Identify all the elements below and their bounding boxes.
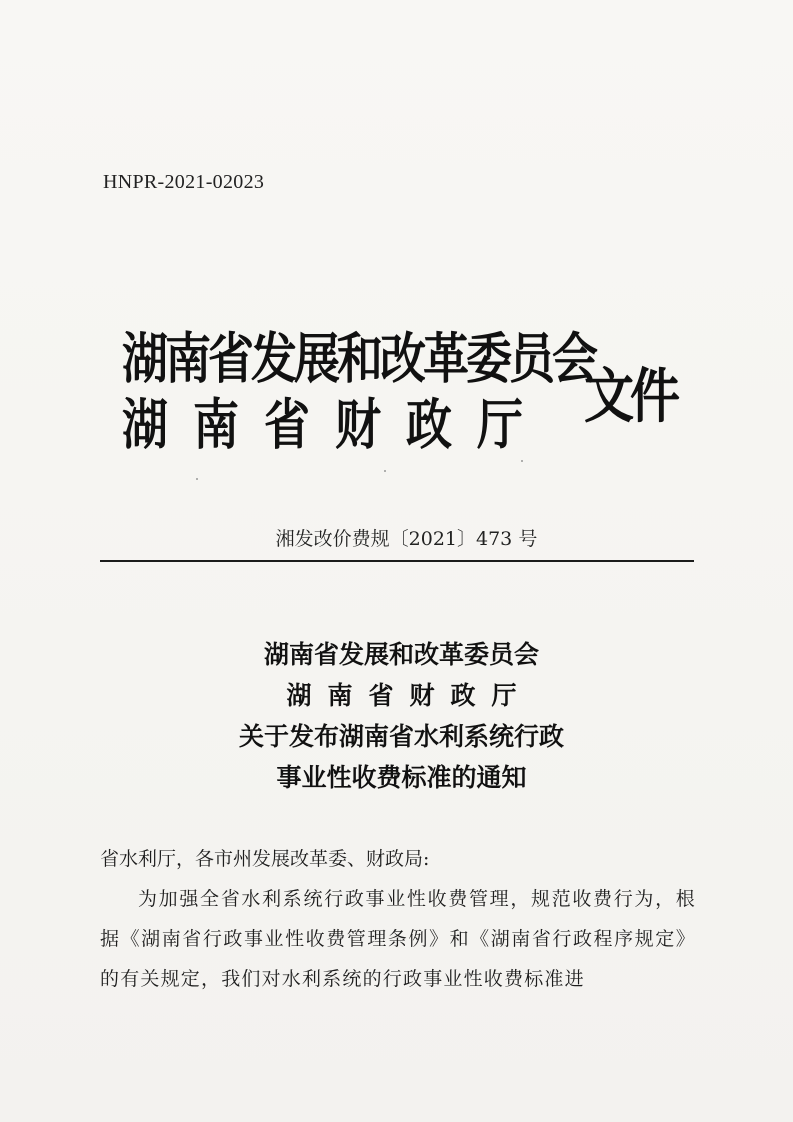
document-number: 湘发改价费规〔2021〕473 号 <box>275 528 538 550</box>
header-divider <box>100 560 694 562</box>
notice-title-line-1: 湖南省发展和改革委员会 <box>263 640 539 669</box>
notice-title-line-4: 事业性收费标准的通知 <box>276 763 527 792</box>
issuer-header <box>122 316 682 456</box>
scan-speck <box>196 478 198 480</box>
scan-speck <box>384 470 386 472</box>
notice-body <box>100 839 696 999</box>
notice-title-line-2: 湖南省财政厅 <box>286 681 533 710</box>
body-paragraph: 为加强全省水利系统行政事业性收费管理，规范收费行为，根据《湖南省行政事业性收费管理条例》和《湖南省行政程序规定》的有关规定，我们对水利系统的行政事业性收费标准进 <box>100 888 696 990</box>
issuer-line-2: 湖南省财政厅 <box>122 392 548 457</box>
addressee-line: 省水利厅，各市州发展改革委、财政局: <box>100 848 430 870</box>
document-suffix: 文件 <box>584 360 676 431</box>
document-code: HNPR-2021-02023 <box>103 171 265 193</box>
notice-title-line-3: 关于发布湖南省水利系统行政 <box>238 722 564 751</box>
scan-speck <box>521 460 523 462</box>
issuer-line-1: 湖南省发展和改革委员会 <box>122 326 595 391</box>
notice-title <box>0 634 793 798</box>
